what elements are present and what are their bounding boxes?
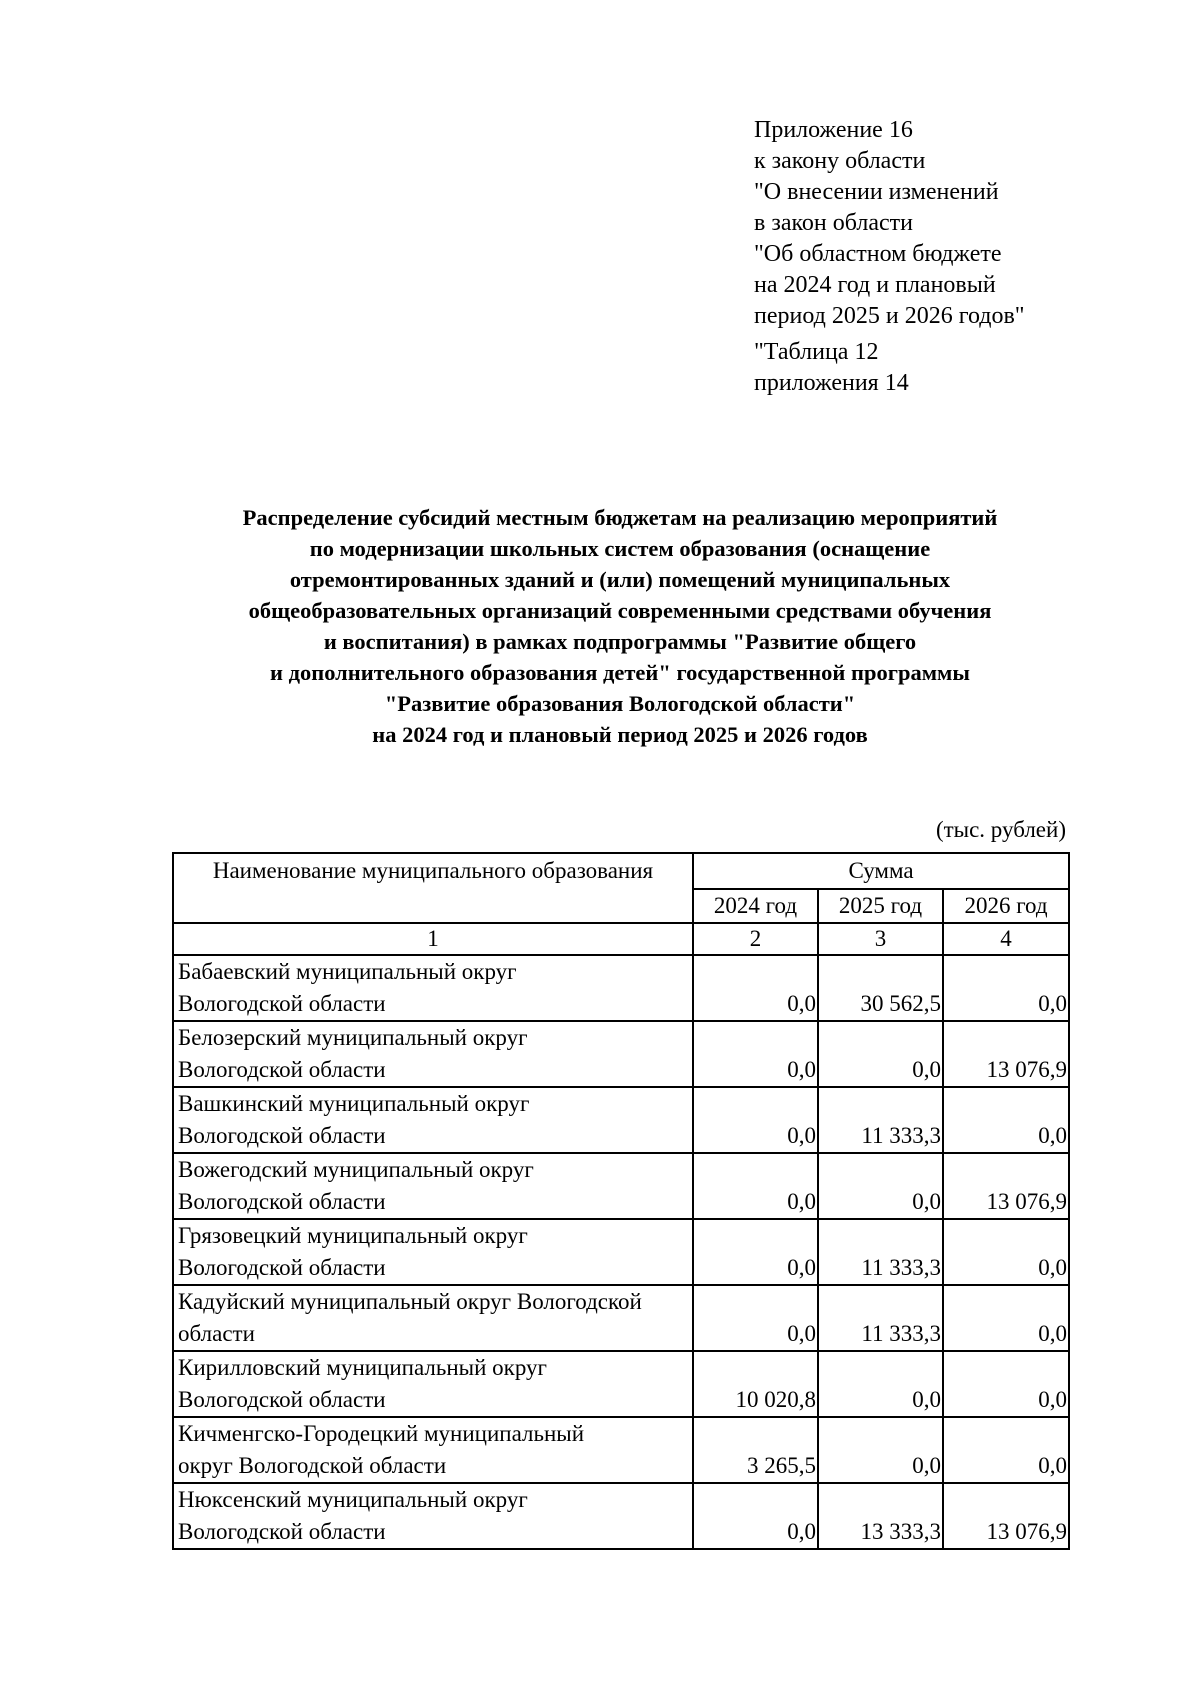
value-2026: 0,0 <box>943 1351 1069 1417</box>
table-row <box>173 1285 1069 1351</box>
municipality-name <box>173 1021 693 1087</box>
header-year-2024: 2024 год <box>693 889 818 923</box>
value-2026: 13 076,9 <box>943 1021 1069 1087</box>
name-line: Вологодской области <box>178 991 386 1016</box>
appendix-line: "О внесении изменений <box>754 179 999 205</box>
table-row <box>173 1351 1069 1417</box>
title-line: и воспитания) в рамках подпрограммы "Развитие общего <box>323 629 917 654</box>
title-line: Распределение субсидий местным бюджетам на реализацию мероприятий <box>242 505 998 530</box>
value-2026: 0,0 <box>943 1087 1069 1153</box>
value-2024: 3 265,5 <box>693 1417 818 1483</box>
column-number: 4 <box>943 923 1069 955</box>
header-name-cell: Наименование муниципального образования <box>173 853 693 923</box>
value-2024: 0,0 <box>693 1483 818 1549</box>
column-number: 1 <box>173 923 693 955</box>
value-2025: 0,0 <box>818 1021 943 1087</box>
table-row <box>173 1219 1069 1285</box>
table-row <box>173 955 1069 1021</box>
name-line: Белозерский муниципальный округ <box>178 1025 528 1050</box>
municipality-name <box>173 1285 693 1351</box>
name-line: Вашкинский муниципальный округ <box>178 1091 530 1116</box>
name-line: Кирилловский муниципальный округ <box>178 1355 547 1380</box>
appendix-line: период 2025 и 2026 годов" <box>754 303 1025 329</box>
appendix-line: на 2024 год и плановый <box>754 272 996 298</box>
value-2026: 0,0 <box>943 1219 1069 1285</box>
title-line: "Развитие образования Вологодской области" <box>384 691 856 716</box>
name-line: Вожегодский муниципальный округ <box>178 1157 534 1182</box>
table-row <box>173 1087 1069 1153</box>
title-line: на 2024 год и плановый период 2025 и 2026 годов <box>372 722 868 747</box>
municipality-name <box>173 1087 693 1153</box>
name-line: Нюксенский муниципальный округ <box>178 1487 528 1512</box>
name-line: Грязовецкий муниципальный округ <box>178 1223 528 1248</box>
table-header-row <box>173 853 1069 889</box>
table-row <box>173 1483 1069 1549</box>
name-line: округ Вологодской области <box>178 1453 447 1478</box>
value-2025: 0,0 <box>818 1351 943 1417</box>
header-year-2025: 2025 год <box>818 889 943 923</box>
municipality-name <box>173 955 693 1021</box>
appendix-line: к закону области <box>754 148 926 174</box>
appendix-note <box>754 115 1174 399</box>
table-row <box>173 1417 1069 1483</box>
appendix-line: в закон области <box>754 210 913 236</box>
value-2026: 13 076,9 <box>943 1483 1069 1549</box>
column-number: 3 <box>818 923 943 955</box>
value-2025: 11 333,3 <box>818 1285 943 1351</box>
value-2024: 0,0 <box>693 1021 818 1087</box>
name-line: области <box>178 1321 255 1346</box>
value-2024: 0,0 <box>693 1219 818 1285</box>
name-line: Вологодской области <box>178 1189 386 1214</box>
title-line: общеобразовательных организаций современными средствами обучения <box>248 598 992 623</box>
value-2025: 30 562,5 <box>818 955 943 1021</box>
value-2024: 10 020,8 <box>693 1351 818 1417</box>
municipality-name <box>173 1351 693 1417</box>
name-line: Кадуйский муниципальный округ Вологодской <box>178 1289 642 1314</box>
value-2024: 0,0 <box>693 1153 818 1219</box>
name-line: Кичменгско-Городецкий муниципальный <box>178 1421 585 1446</box>
header-year-2026: 2026 год <box>943 889 1069 923</box>
table-reference-line: "Таблица 12 <box>754 339 879 365</box>
name-line: Вологодской области <box>178 1255 386 1280</box>
municipality-name <box>173 1219 693 1285</box>
table-row <box>173 1021 1069 1087</box>
municipality-name <box>173 1417 693 1483</box>
appendix-line: "Об областном бюджете <box>754 241 1002 267</box>
value-2026: 0,0 <box>943 955 1069 1021</box>
value-2024: 0,0 <box>693 1087 818 1153</box>
title-line: и дополнительного образования детей" государственной программы <box>270 660 970 685</box>
column-number-row <box>173 923 1069 955</box>
municipality-name <box>173 1153 693 1219</box>
name-line: Вологодской области <box>178 1057 386 1082</box>
header-sum-cell: Сумма <box>693 853 1069 889</box>
subsidy-table <box>172 852 1070 1550</box>
value-2025: 0,0 <box>818 1153 943 1219</box>
name-line: Вологодской области <box>178 1519 386 1544</box>
document-title <box>140 502 1100 750</box>
title-line: по модернизации школьных систем образования (оснащение <box>309 536 931 561</box>
value-2025: 0,0 <box>818 1417 943 1483</box>
value-2026: 0,0 <box>943 1417 1069 1483</box>
units-label: (тыс. рублей) <box>935 817 1066 842</box>
appendix-line: Приложение 16 <box>754 117 913 143</box>
municipality-name <box>173 1483 693 1549</box>
name-line: Вологодской области <box>178 1387 386 1412</box>
column-number: 2 <box>693 923 818 955</box>
value-2025: 11 333,3 <box>818 1219 943 1285</box>
name-line: Бабаевский муниципальный округ <box>178 959 517 984</box>
name-line: Вологодской области <box>178 1123 386 1148</box>
table-row <box>173 1153 1069 1219</box>
value-2026: 0,0 <box>943 1285 1069 1351</box>
value-2026: 13 076,9 <box>943 1153 1069 1219</box>
table-reference-line: приложения 14 <box>754 370 909 396</box>
value-2025: 13 333,3 <box>818 1483 943 1549</box>
value-2025: 11 333,3 <box>818 1087 943 1153</box>
value-2024: 0,0 <box>693 1285 818 1351</box>
value-2024: 0,0 <box>693 955 818 1021</box>
title-line: отремонтированных зданий и (или) помещений муниципальных <box>289 567 951 592</box>
